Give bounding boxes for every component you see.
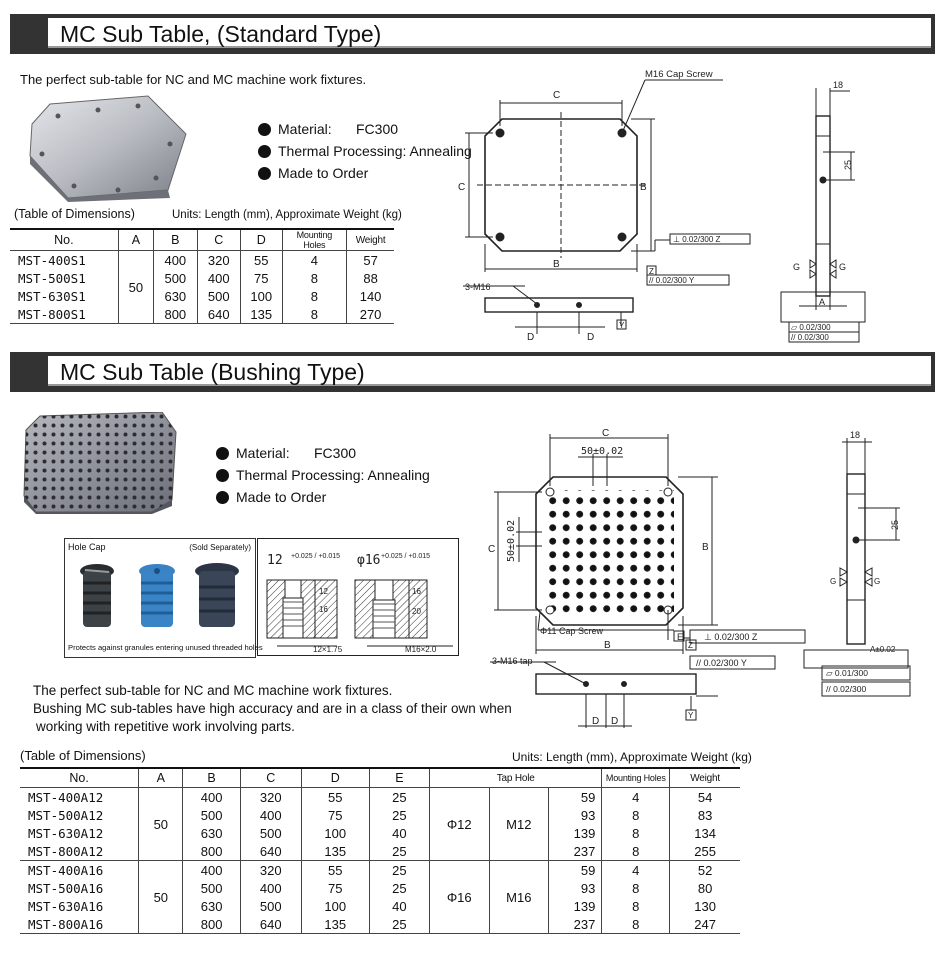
col-header: E <box>369 768 429 788</box>
bushing-drawing <box>478 412 918 728</box>
spec-list-2 <box>216 442 430 508</box>
table-row: MST-800A16 800 640 135 25 237 8 247 <box>20 915 740 934</box>
svg-text:// 0.02/300 Y: // 0.02/300 Y <box>696 658 747 668</box>
svg-text:16: 16 <box>412 587 421 596</box>
svg-text:3-M16 tap: 3-M16 tap <box>492 656 533 666</box>
table-row: MST-400A16 50 400 320 55 25 Φ16 M16 59 4 52 <box>20 861 740 880</box>
bullet-icon <box>216 491 229 504</box>
svg-text:G: G <box>793 262 801 272</box>
svg-text:Y: Y <box>619 321 625 330</box>
svg-text:25: 25 <box>843 159 853 170</box>
bullet-icon <box>258 145 271 158</box>
col-header: Tap Hole <box>429 768 601 788</box>
svg-text:B: B <box>604 640 611 651</box>
hole-cap-images <box>75 561 247 637</box>
col-header: Weight <box>347 229 394 251</box>
svg-text:A: A <box>819 297 826 307</box>
spec-thermal: Thermal Processing: Annealing <box>258 140 472 162</box>
svg-text:B: B <box>553 259 560 270</box>
svg-text:Φ11 Cap Screw: Φ11 Cap Screw <box>540 626 604 636</box>
svg-text:G: G <box>839 262 847 272</box>
cap-blue-icon <box>139 564 175 627</box>
svg-text:20: 20 <box>412 607 421 616</box>
svg-text:φ16: φ16 <box>357 553 381 568</box>
svg-text:D: D <box>587 332 595 343</box>
svg-text:C: C <box>458 182 466 193</box>
table-caption-2: (Table of Dimensions) <box>20 748 146 763</box>
table-row: MST-500A16 500 400 75 25 93 8 80 <box>20 879 740 897</box>
col-header: B <box>154 229 197 251</box>
svg-text:D: D <box>527 332 535 343</box>
svg-text:Z: Z <box>688 641 693 650</box>
col-header: B <box>183 768 240 788</box>
spec-order: Made to Order <box>216 486 430 508</box>
svg-text:// 0.02/300: // 0.02/300 <box>826 684 867 694</box>
svg-text:C: C <box>488 544 496 555</box>
svg-text:3-M16: 3-M16 <box>465 282 491 292</box>
bullet-icon <box>216 469 229 482</box>
standard-drawing <box>455 64 935 344</box>
cap-dark-icon <box>195 563 239 627</box>
svg-text:D: D <box>592 716 600 727</box>
table-row: MST-630A12 630 500 100 40 139 8 134 <box>20 824 740 842</box>
svg-text:▱ 0.01/300: ▱ 0.01/300 <box>826 668 868 678</box>
intro-paragraph: The perfect sub-table for NC and MC machine work fixtures. Bushing MC sub-tables have high accuracy and are in a class of their own when working with repetitive work involving parts. <box>33 683 512 734</box>
col-header: Mounting Holes <box>602 768 670 788</box>
section-header-standard <box>10 14 935 54</box>
col-header: No. <box>20 768 139 788</box>
svg-text:⊥ 0.02/300 Z: ⊥ 0.02/300 Z <box>673 235 721 244</box>
hole-cap-note: Protects against granules entering unused threaded holes <box>68 643 263 652</box>
col-header: C <box>240 768 301 788</box>
svg-text:12×1.75: 12×1.75 <box>313 645 343 654</box>
svg-text:25: 25 <box>890 519 900 530</box>
section-title: MC Sub Table, (Standard Type) <box>60 21 382 47</box>
svg-text:D: D <box>611 716 619 727</box>
svg-text:16: 16 <box>319 605 328 614</box>
units-note-2: Units: Length (mm), Approximate Weight (kg) <box>512 750 752 764</box>
standard-plate-photo <box>28 94 188 202</box>
table-row: MST-500A12 500 400 75 25 93 8 83 <box>20 806 740 824</box>
bushing-plate-photo <box>22 412 178 514</box>
col-header: A <box>139 768 183 788</box>
svg-text:+0.025 / +0.015: +0.025 / +0.015 <box>381 553 431 560</box>
bushing-section-drawing <box>257 538 459 656</box>
bullet-icon <box>216 447 229 460</box>
table-row: MST-400A12 50 400 320 55 25 Φ12 M12 59 4 54 <box>20 788 740 807</box>
svg-text:M16 Cap Screw: M16 Cap Screw <box>645 69 713 80</box>
bullet-icon <box>258 167 271 180</box>
svg-text:B: B <box>702 542 709 553</box>
svg-text:A±0.02: A±0.02 <box>870 645 896 654</box>
table-row: MST-800S1 800 640 135 8 270 <box>10 305 394 324</box>
svg-text:// 0.02/300 Y: // 0.02/300 Y <box>649 276 695 285</box>
spec-material: Material: FC300 <box>258 118 472 140</box>
spec-list <box>258 118 472 184</box>
svg-text:G: G <box>874 577 881 586</box>
svg-text:50±0.02: 50±0.02 <box>581 446 624 457</box>
units-note: Units: Length (mm), Approximate Weight (kg) <box>172 209 402 221</box>
sold-separately: (Sold Separately) <box>189 543 251 552</box>
svg-text:+0.025 / +0.015: +0.025 / +0.015 <box>291 553 341 560</box>
svg-text:G: G <box>830 577 837 586</box>
intro-text: The perfect sub-table for NC and MC machine work fixtures. <box>20 72 367 87</box>
hole-cap-title: Hole Cap <box>68 542 106 552</box>
dimensions-table-bushing <box>20 767 740 934</box>
svg-text:E: E <box>677 632 684 642</box>
col-header: Weight <box>670 768 740 788</box>
col-header: D <box>240 229 282 251</box>
svg-text:Z: Z <box>649 267 654 276</box>
col-header: Mounting Holes <box>282 229 347 251</box>
cap-black-icon <box>80 564 114 627</box>
col-header: No. <box>10 229 118 251</box>
svg-text:12: 12 <box>267 553 283 568</box>
svg-text:C: C <box>553 90 561 101</box>
table-row: MST-500S1 500 400 75 8 88 <box>10 269 394 287</box>
svg-text:▱ 0.02/300: ▱ 0.02/300 <box>791 323 831 332</box>
table-row: MST-800A12 800 640 135 25 237 8 255 <box>20 842 740 861</box>
svg-text:C: C <box>602 428 610 439</box>
table-row: MST-400S1 50 400 320 55 4 57 <box>10 251 394 270</box>
table-row: MST-630A16 630 500 100 40 139 8 130 <box>20 897 740 915</box>
table-caption: (Table of Dimensions) <box>14 207 135 221</box>
bullet-icon <box>258 123 271 136</box>
spec-material: Material: FC300 <box>216 442 430 464</box>
spec-thermal: Thermal Processing: Annealing <box>216 464 430 486</box>
col-header: A <box>118 229 153 251</box>
svg-text:// 0.02/300: // 0.02/300 <box>791 333 829 342</box>
table-row: MST-630S1 630 500 100 8 140 <box>10 287 394 305</box>
svg-text:18: 18 <box>833 80 844 90</box>
svg-text:50±0.02: 50±0.02 <box>506 519 517 562</box>
svg-text:12: 12 <box>319 587 328 596</box>
col-header: C <box>197 229 240 251</box>
hole-cap-box <box>64 538 263 658</box>
svg-text:18: 18 <box>850 430 861 440</box>
svg-text:B: B <box>640 182 647 193</box>
col-header: D <box>301 768 369 788</box>
svg-text:M16×2.0: M16×2.0 <box>405 645 437 654</box>
dimensions-table-standard <box>10 228 394 324</box>
svg-text:Y: Y <box>688 711 694 720</box>
section-header-bushing <box>10 352 935 392</box>
section-title: MC Sub Table (Bushing Type) <box>60 359 365 385</box>
spec-order: Made to Order <box>258 162 472 184</box>
svg-text:⊥ 0.02/300 Z: ⊥ 0.02/300 Z <box>704 632 758 642</box>
